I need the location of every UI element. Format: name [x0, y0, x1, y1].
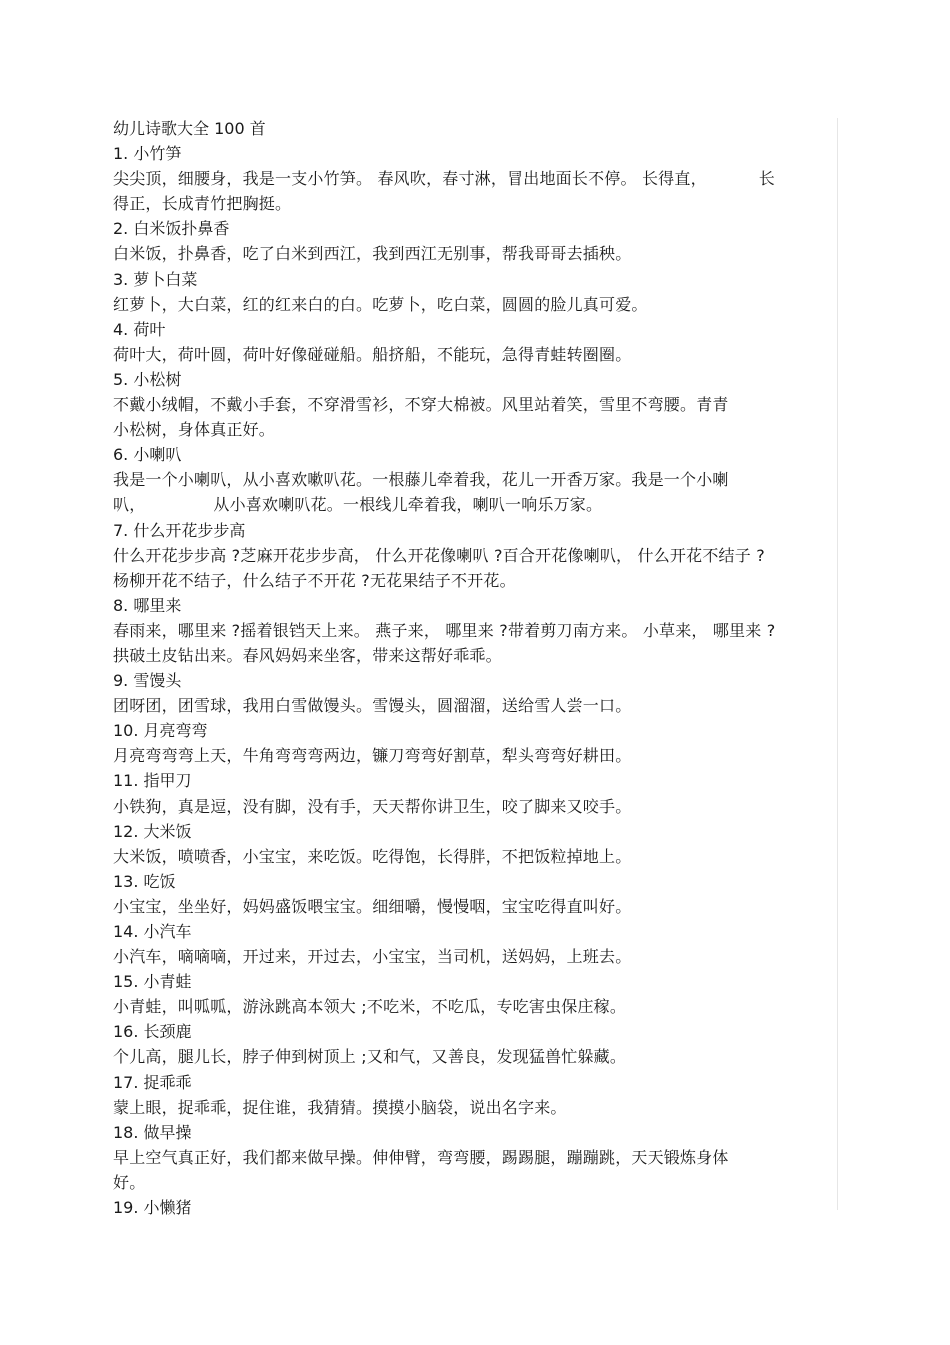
poem-line: 得正，长成青竹把胸挺。 — [113, 194, 292, 214]
poem-1 — [113, 141, 841, 216]
poem-13 — [113, 869, 841, 919]
document-title: 幼儿诗歌大全 100 首 — [113, 119, 266, 138]
poem-title: 8. 哪里来 — [113, 595, 182, 615]
poem-line: 不戴小绒帽，不戴小手套，不穿滑雪衫，不穿大棉被。风里站着笑，雪里不弯腰。青青 — [113, 395, 729, 415]
poem-title: 4. 荷叶 — [113, 319, 166, 339]
poem-6 — [113, 442, 841, 517]
poem-line: 小汽车，嘀嘀嘀，开过来，开过去，小宝宝，当司机，送妈妈，上班去。 — [113, 947, 632, 967]
poem-15 — [113, 969, 841, 1019]
poem-line: 红萝卜，大白菜，红的红来白的白。吃萝卜，吃白菜，圆圆的脸儿真可爱。 — [113, 294, 648, 314]
poem-title: 16. 长颈鹿 — [113, 1022, 192, 1042]
poem-title: 5. 小松树 — [113, 369, 182, 389]
poem-title: 12. 大米饭 — [113, 821, 192, 841]
poem-line: 白米饭，扑鼻香，吃了白米到西江，我到西江无别事，帮我哥哥去插秧。 — [113, 244, 632, 264]
poem-title: 15. 小青蛙 — [113, 972, 192, 992]
poem-line: 蒙上眼，捉乖乖，捉住谁，我猜猜。摸摸小脑袋，说出名字来。 — [113, 1097, 567, 1117]
poem-line: 小松树，身体真正好。 — [113, 420, 276, 440]
poem-title: 10. 月亮弯弯 — [113, 721, 208, 741]
poem-line: 团呀团，团雪球，我用白雪做馒头。雪馒头，圆溜溜，送给雪人尝一口。 — [113, 696, 632, 716]
poem-16 — [113, 1019, 841, 1069]
poem-12 — [113, 819, 841, 869]
poem-line — [113, 166, 841, 191]
poem-19 — [113, 1195, 841, 1220]
poem-10 — [113, 718, 841, 768]
poem-line: 春雨来，哪里来 ?摇着银铛天上来。 燕子来， 哪里来 ?带着剪刀南方来。 小草来， 哪里来 ? — [113, 620, 776, 640]
poem-line: 月亮弯弯弯上天，牛角弯弯弯两边，镰刀弯弯好割草，犁头弯弯好耕田。 — [113, 746, 632, 766]
poem-3 — [113, 267, 841, 317]
poem-title: 13. 吃饭 — [113, 871, 176, 891]
document-content — [113, 116, 841, 1220]
poem-line: 小铁狗，真是逗，没有脚，没有手，天天帮你讲卫生，咬了脚来又咬手。 — [113, 796, 632, 816]
poem-title: 11. 指甲刀 — [113, 771, 192, 791]
poem-title: 2. 白米饭扑鼻香 — [113, 219, 230, 239]
poem-2 — [113, 216, 841, 266]
poem-line: 好。 — [113, 1172, 146, 1192]
poem-line: 什么开花步步高 ?芝麻开花步步高， 什么开花像喇叭 ?百合开花像喇叭， 什么开花不结子 ? — [113, 545, 765, 565]
poem-title: 6. 小喇叭 — [113, 445, 182, 465]
poem-line-tail: 长 — [758, 169, 775, 189]
poem-17 — [113, 1070, 841, 1120]
poem-9 — [113, 668, 841, 718]
poem-11 — [113, 768, 841, 818]
poem-line-text: 从小喜欢喇叭花。一根线儿牵着我，喇叭一响乐万家。 — [213, 495, 603, 515]
poem-title: 14. 小汽车 — [113, 922, 192, 941]
poem-line: 荷叶大，荷叶圆，荷叶好像碰碰船。船挤船，不能玩，急得青蛙转圈圈。 — [113, 344, 632, 364]
poem-5 — [113, 367, 841, 442]
poem-line: 杨柳开花不结子，什么结子不开花 ?无花果结子不开花。 — [113, 570, 516, 590]
poem-title: 3. 萝卜白菜 — [113, 269, 198, 289]
poem-line-head: 叭， — [113, 495, 146, 515]
poem-line: 小宝宝，坐坐好，妈妈盛饭喂宝宝。细细嚼，慢慢咽，宝宝吃得直叫好。 — [113, 896, 632, 916]
poem-line: 早上空气真正好，我们都来做早操。伸伸臂，弯弯腰，踢踢腿，蹦蹦跳，天天锻炼身体 — [113, 1147, 729, 1167]
poem-title: 18. 做早操 — [113, 1122, 192, 1142]
poem-title: 17. 捉乖乖 — [113, 1072, 192, 1092]
poem-title: 1. 小竹笋 — [113, 144, 182, 164]
poem-4 — [113, 317, 841, 367]
poem-line: 小青蛙，叫呱呱，游泳跳高本领大 ;不吃米，不吃瓜，专吃害虫保庄稼。 — [113, 997, 627, 1017]
poem-14 — [113, 919, 841, 969]
poem-7 — [113, 518, 841, 593]
poem-line: 大米饭，喷喷香，小宝宝，来吃饭。吃得饱，长得胖，不把饭粒掉地上。 — [113, 846, 632, 866]
poem-line: 个儿高，腿儿长，脖子伸到树顶上 ;又和气，又善良，发现猛兽忙躲藏。 — [113, 1047, 627, 1067]
poem-title: 7. 什么开花步步高 — [113, 520, 246, 540]
poem-title: 9. 雪馒头 — [113, 671, 182, 691]
poem-line-text: 尖尖顶，细腰身，我是一支小竹笋。 春风吹，春寸淋，冒出地面长不停。 长得直， — [113, 169, 707, 189]
poem-8 — [113, 593, 841, 668]
poem-18 — [113, 1120, 841, 1195]
poem-line: 我是一个小喇叭，从小喜欢嗽叭花。一根藤儿牵着我，花儿一开香万家。我是一个小喇 — [113, 470, 729, 490]
poem-line — [113, 492, 841, 517]
poem-title: 19. 小懒猪 — [113, 1198, 192, 1218]
poem-line: 拱破土皮钻出来。春风妈妈来坐客，带来这帮好乖乖。 — [113, 645, 502, 665]
